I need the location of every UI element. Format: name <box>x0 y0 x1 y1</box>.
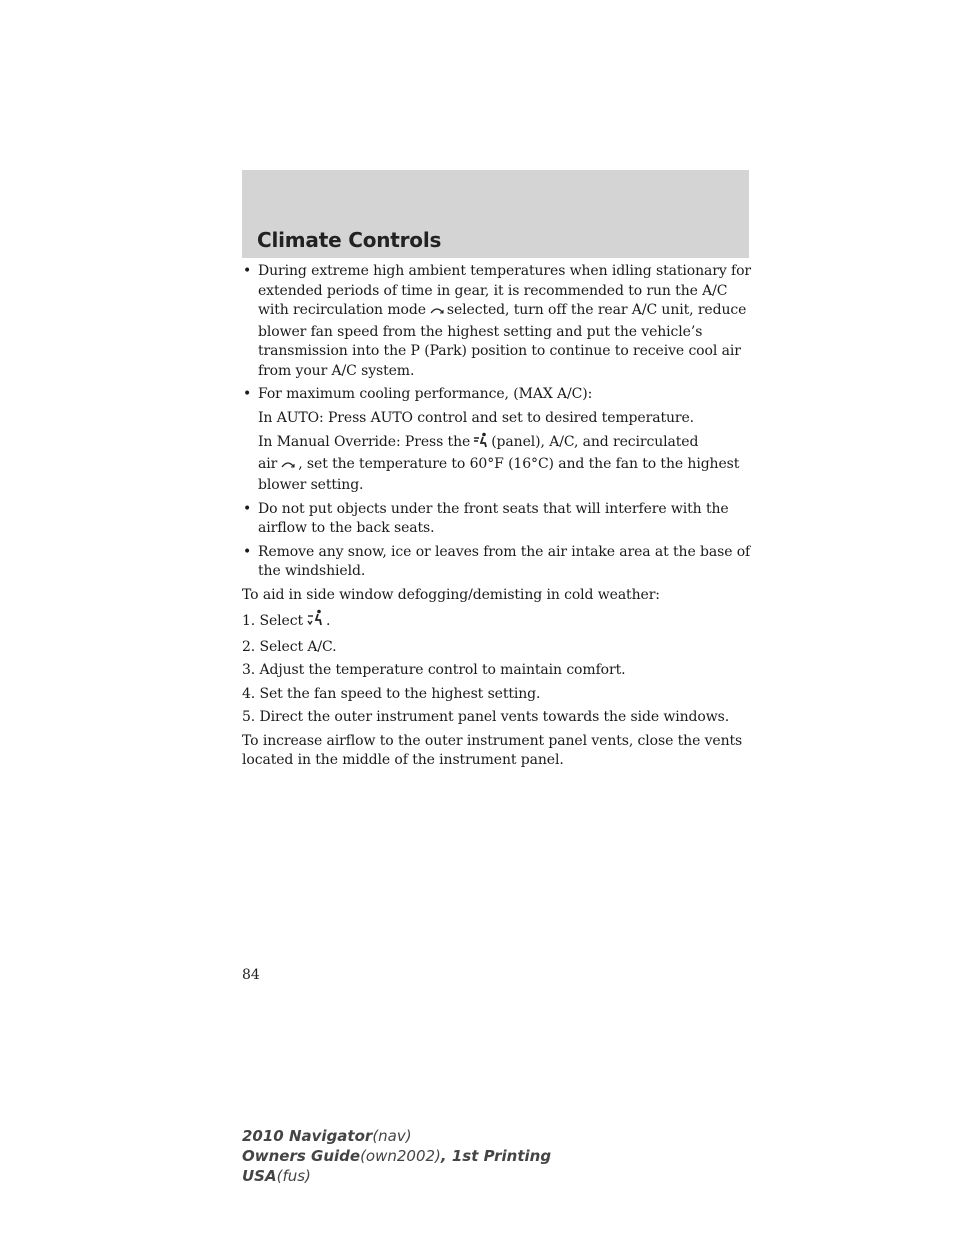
footer-guide: Owners Guide <box>242 1147 361 1165</box>
defog-closing: To increase airflow to the outer instrument panel vents, close the vents located in the middle of the instrument panel. <box>242 732 743 768</box>
footer-guide-code: (own2002) <box>360 1147 441 1165</box>
max-ac-auto: In AUTO: Press AUTO control and set to desired temperature. <box>258 409 695 426</box>
manual-text: (panel), A/C, and recirculated <box>491 434 699 450</box>
panel-vent-icon <box>473 432 489 455</box>
document-footer <box>242 1126 551 1186</box>
defog-step: 3. Adjust the temperature control to maintain comfort. <box>242 662 626 678</box>
bullet-marker: • <box>243 543 252 560</box>
bullet-text: During extreme high ambient temperatures when idling stationary for extended periods of time in gear, it is recommended to run the A/C with recirculation mode <box>258 263 752 318</box>
bullet-item <box>242 500 762 539</box>
footer-model-code: (nav) <box>372 1127 412 1145</box>
bullet-text: For maximum cooling performance, (MAX A/C): <box>258 386 593 402</box>
page-number: 84 <box>242 967 260 983</box>
defog-step: 4. Set the fan speed to the highest setting. <box>242 685 541 702</box>
floor-panel-vent-icon <box>306 609 324 634</box>
recirculation-icon <box>280 457 296 477</box>
bullet-item <box>242 385 762 405</box>
footer-line-1 <box>242 1126 551 1146</box>
footer-market: USA <box>242 1167 277 1185</box>
section-header <box>242 170 749 258</box>
max-ac-manual <box>242 432 762 496</box>
bullet-text: Do not put objects under the front seats that will interfere with the airflow to the back seats. <box>258 500 729 536</box>
bullet-marker: • <box>243 263 252 279</box>
defog-intro: To aid in side window defogging/demisting in cold weather: <box>242 586 660 603</box>
bullet-text: Remove any snow, ice or leaves from the air intake area at the base of the windshield. <box>258 543 751 579</box>
bullet-marker: • <box>243 500 252 517</box>
manual-text: air <box>258 455 278 472</box>
bullet-item <box>242 543 762 582</box>
manual-text: In Manual Override: Press the <box>258 434 471 450</box>
defog-step: 2. Select A/C. <box>242 638 337 655</box>
footer-line-3 <box>242 1166 551 1186</box>
step-text: . <box>326 613 331 629</box>
bullet-text: selected, turn off the rear A/C unit, reduce blower fan speed from the highest setting and put the vehicle’s transmission into the P (Park) position to continue to receive cool air from your A/C system. <box>258 302 747 379</box>
footer-line-2 <box>242 1146 551 1166</box>
step-text: 1. Select <box>242 613 304 629</box>
main-content <box>242 262 762 775</box>
footer-printing: , 1st Printing <box>440 1147 552 1165</box>
manual-text: , set the temperature to 60°F (16°C) and the fan to the highest blower setting. <box>258 455 740 493</box>
bullet-marker: • <box>243 386 252 402</box>
bullet-item <box>242 262 762 381</box>
defog-step-1 <box>242 609 762 634</box>
recirculation-icon <box>429 303 445 323</box>
defog-step: 5. Direct the outer instrument panel vents towards the side windows. <box>242 709 730 725</box>
footer-market-code: (fus) <box>276 1167 311 1185</box>
footer-model: 2010 Navigator <box>242 1127 373 1145</box>
section-title: Climate Controls <box>257 228 442 252</box>
